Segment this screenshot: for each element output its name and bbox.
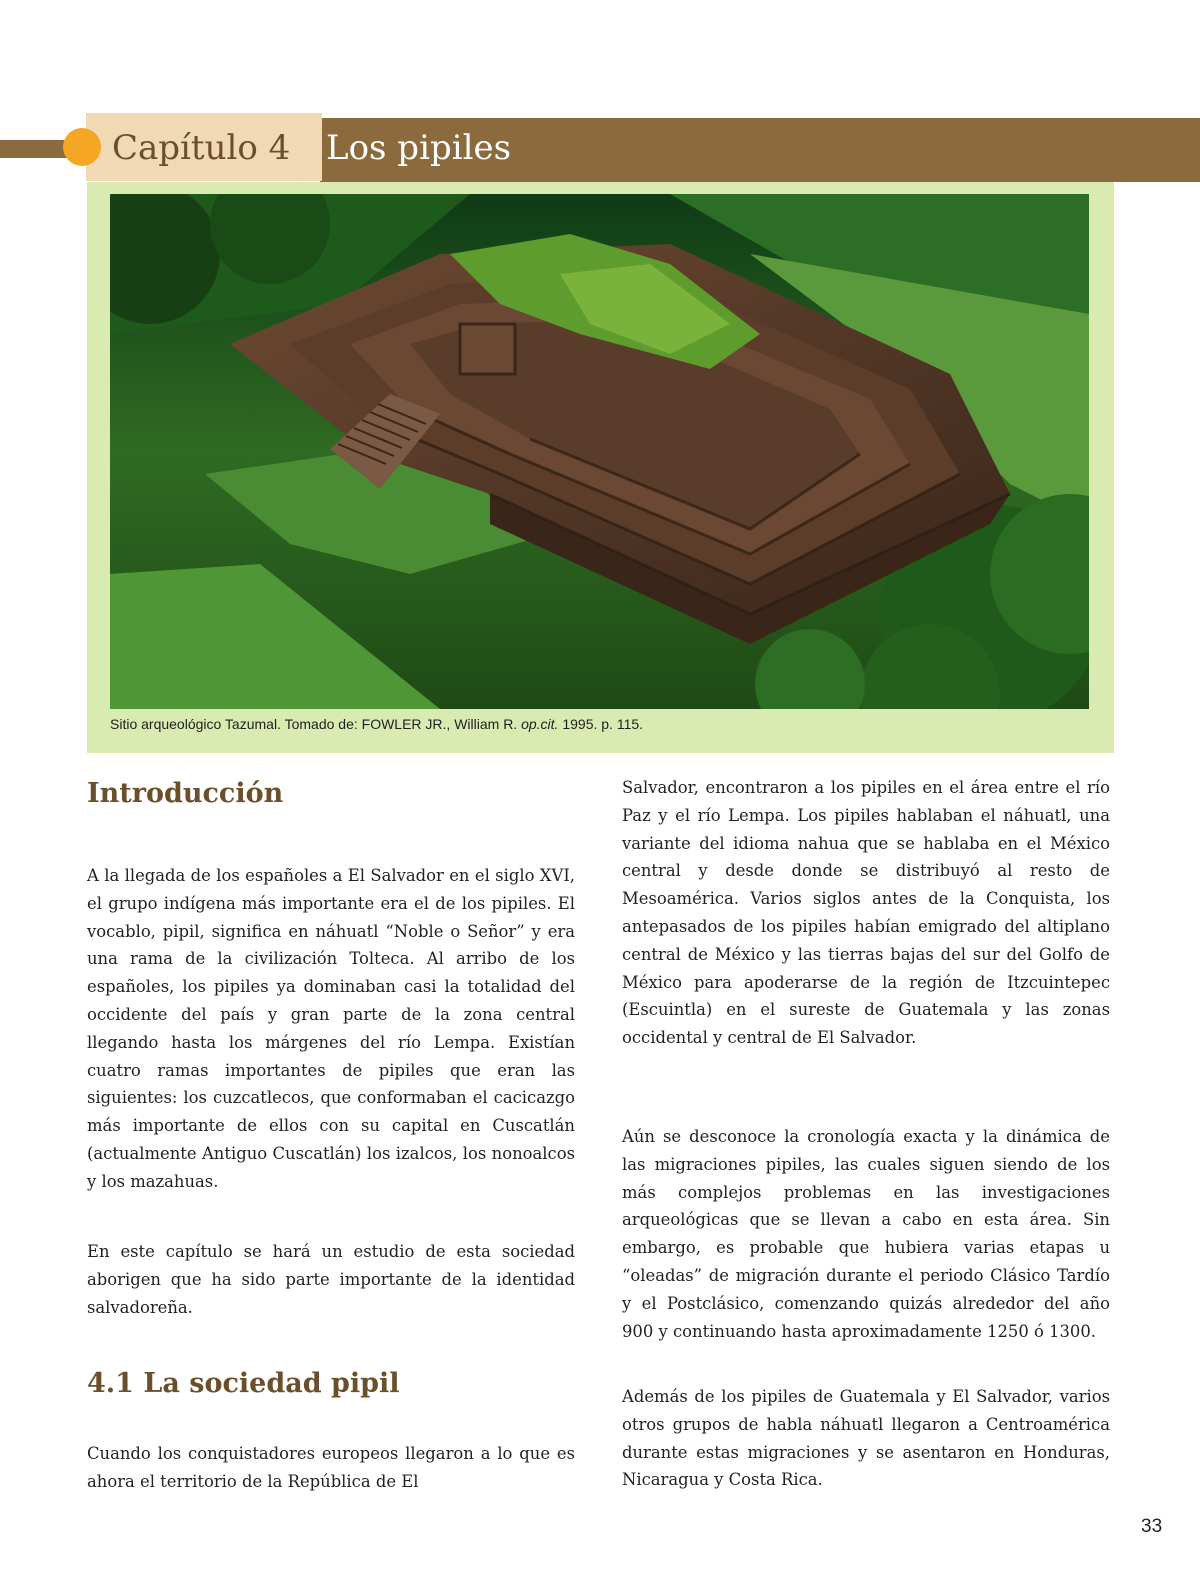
chapter-label: Capítulo 4 [112, 128, 291, 168]
intro-heading: Introducción [87, 778, 284, 809]
intro-paragraph-1: A la llegada de los españoles a El Salvador en el siglo XVI, el grupo indígena más importante era el de los pipiles. El vocablo, pipil, significa en náhuatl “Noble o Señor” y era una rama de la civilización Tolteca. Al arribo de los españoles, los pipiles ya dominaban casi la totalidad del occidente del país y gran parte de la zona central llegando hasta los márgenes del río Lempa. Existían cuatro ramas importantes de pipiles que eran las siguientes: los cuzcatlecos, que conformaban el cacicazgo más importante de ellos con su capital en Cuscatlán (actualmente Antiguo Cuscatlán) los izalcos, los nonoalcos y los mazahuas. [87, 866, 575, 1191]
intro-paragraph-2: En este capítulo se hará un estudio de esta sociedad aborigen que ha sido parte importante de la identidad salvadoreña. [87, 1242, 575, 1317]
caption-italic: op.cit. [521, 716, 559, 732]
right-paragraph-3: Además de los pipiles de Guatemala y El Salvador, varios otros grupos de habla náhuatl llegaron a Centroamérica durante estas migraciones y se asentaron en Honduras, Nicaragua y Costa Rica. [622, 1387, 1110, 1490]
page-number: 33 [1141, 1516, 1163, 1537]
chapter-dot-icon [63, 128, 101, 166]
right-paragraph-1: Salvador, encontraron a los pipiles en el área entre el río Paz y el río Lempa. Los pipiles hablaban el náhuatl, una variante del idioma nahua que se hablaba en el México central y desde donde se distribuyó al resto de Mesoamérica. Varios siglos antes de la Conquista, los antepasados de los pipiles habían emigrado del altiplano central de México y las tierras bajas del sur del Golfo de México para apoderarse de la región de Itzcuintepec (Escuintla) en el sureste de Guatemala y las zonas occidental y central de El Salvador. [622, 778, 1110, 1048]
caption-text: Sitio arqueológico Tazumal. Tomado de: FOWLER JR., William R. [110, 716, 522, 732]
section-paragraph-1-wrap [87, 1440, 575, 1496]
right-paragraph-2: Aún se desconoce la cronología exacta y la dinámica de las migraciones pipiles, las cuales siguen siendo de los más complejos problemas en las investigaciones arqueológicas que se llevan a cabo en esta área. Sin embargo, es probable que hubiera varias etapas u “oleadas” de migración durante el periodo Clásico Tardío y el Postclásico, comenzando quizás alrededor del año 900 y continuando hasta aproximadamente 1250 ó 1300. [622, 1127, 1110, 1341]
right-paragraph-3-wrap [622, 1383, 1110, 1494]
figure-caption [110, 716, 643, 732]
tazumal-pyramid-photo [110, 194, 1089, 709]
chapter-title: Los pipiles [326, 128, 512, 168]
intro-paragraph-2-wrap [87, 1238, 575, 1321]
right-paragraph-2-wrap [622, 1123, 1110, 1345]
caption-suffix: 1995. p. 115. [558, 716, 644, 732]
header-separator [300, 118, 320, 182]
section-heading-wrap [87, 1367, 575, 1401]
right-paragraph-1-wrap [622, 774, 1110, 1052]
section-heading: 4.1 La sociedad pipil [87, 1368, 400, 1399]
intro-paragraph-1-wrap [87, 862, 575, 1196]
section-paragraph-1: Cuando los conquistadores europeos llegaron a lo que es ahora el territorio de la República de El [87, 1444, 575, 1491]
left-column [87, 777, 575, 811]
